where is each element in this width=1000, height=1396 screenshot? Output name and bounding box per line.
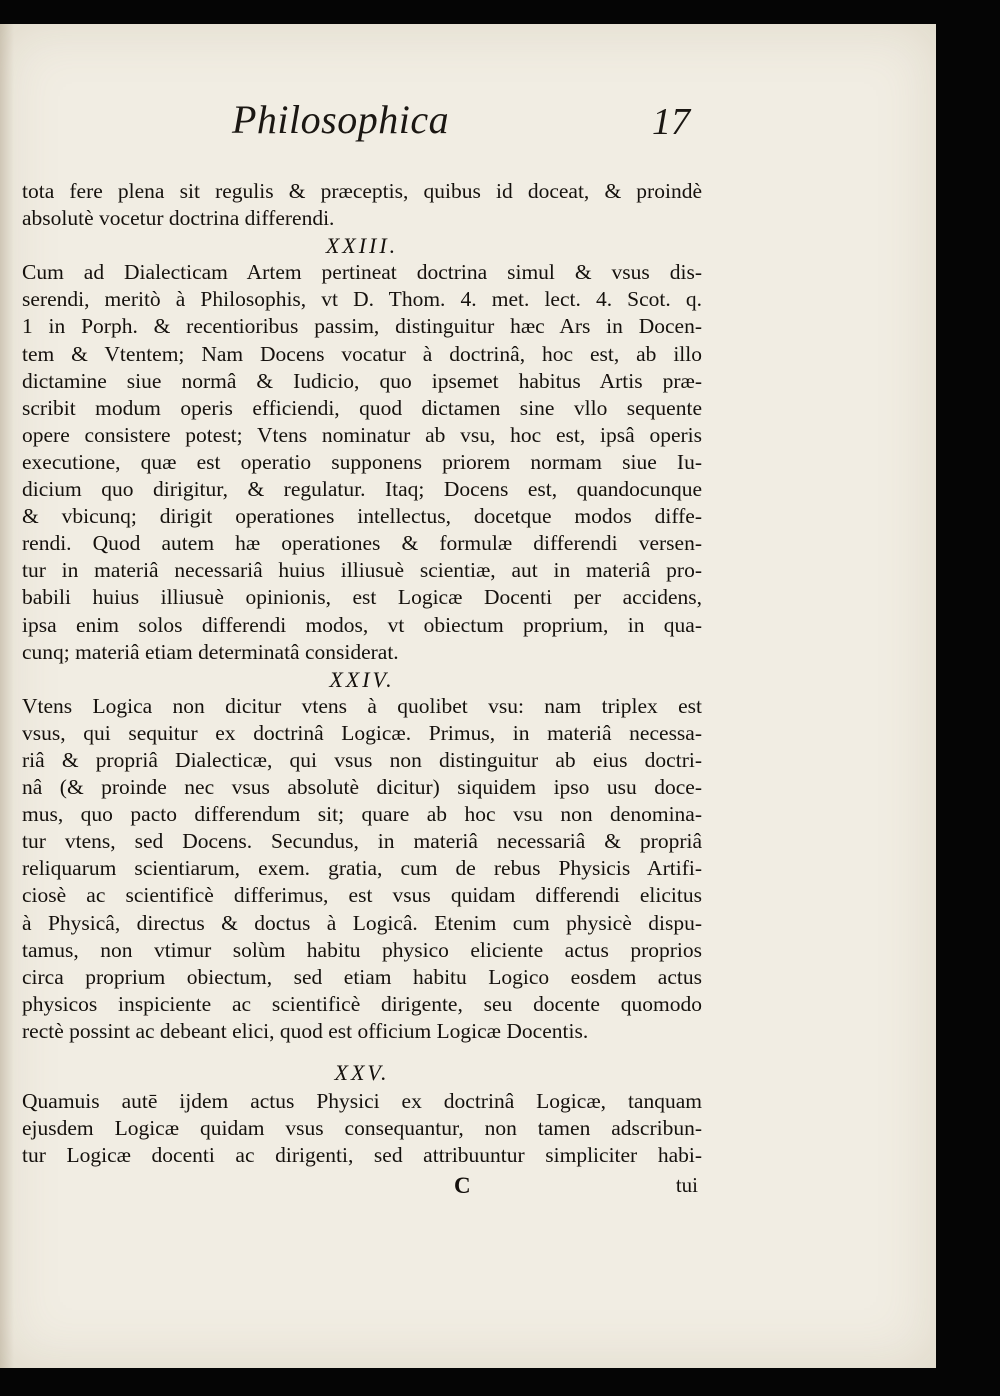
- text-line: ciosè ac scientificè differimus, est vsus quidam differendi elicitus: [22, 883, 702, 908]
- text-line: Vtens Logica non dicitur vtens à quolibet vsu: nam triplex est: [22, 693, 702, 718]
- text-line: Quamuis autē ijdem actus Physici ex doctrinâ Logicæ, tanquam: [22, 1089, 702, 1113]
- running-head: Philosophica: [232, 97, 450, 142]
- text-line: ipsa enim solos differendi modos, vt obiectum proprium, in qua-: [22, 612, 702, 637]
- signature-mark: C: [454, 1173, 471, 1199]
- page-footer: [22, 1171, 702, 1205]
- section-heading: XXIV.: [329, 666, 395, 692]
- page-header: [0, 96, 936, 156]
- text-line: tota fere plena sit regulis & præceptis, quibus id doceat, & proindè: [22, 179, 702, 203]
- text-line: Cum ad Dialecticam Artem pertineat doctrina simul & vsus dis-: [22, 260, 702, 285]
- text-line: mus, quo pacto differendum sit; quare ab hoc vsu non denomina-: [22, 802, 702, 827]
- text-line: opere consistere potest; Vtens nominatur ab vsu, hoc est, ipsâ operis: [22, 422, 702, 447]
- text-line: riâ & propriâ Dialecticæ, qui vsus non distinguitur ab eius doctri-: [22, 747, 702, 772]
- text-line: executione, quæ est operatio supponens priorem normam siue Iu-: [22, 449, 702, 474]
- text-line: tur vtens, sed Docens. Secundus, in materiâ necessariâ & propriâ: [22, 829, 702, 854]
- text-line: nâ (& proinde nec vsus absolutè dicitur) siquidem ipso usu doce-: [22, 775, 702, 800]
- text-line: dictamine siue normâ & Iudicio, quo ipsemet habitus Artis præ-: [22, 368, 702, 393]
- page-edge-shadow: [0, 24, 14, 1368]
- page-number: 17: [652, 101, 690, 143]
- text-line: physicos inspiciente ac scientificè dirigente, seu docente quomodo: [22, 991, 702, 1016]
- section-heading: XXV.: [334, 1060, 390, 1085]
- text-line: & vbicunq; dirigit operationes intellectus, docetque modos diffe-: [22, 504, 702, 529]
- text-line: serendi, meritò à Philosophis, vt D. Thom. 4. met. lect. 4. Scot. q.: [22, 287, 702, 312]
- section-heading: XXIII.: [325, 233, 399, 259]
- text-line: tamus, non vtimur solùm habitu physico eliciente actus proprios: [22, 937, 702, 962]
- text-line: ejusdem Logicæ quidam vsus consequantur, non tamen adscribun-: [22, 1116, 702, 1141]
- text-line: à Physicâ, directus & doctus à Logicâ. Etenim cum physicè dispu-: [22, 910, 702, 935]
- text-body: [22, 178, 702, 1205]
- book-page: [0, 24, 936, 1368]
- text-line: tur Logicæ docenti ac dirigenti, sed attribuuntur simpliciter habi-: [22, 1143, 702, 1168]
- text-line: tur in materiâ necessariâ huius illiusuè scientiæ, aut in materiâ pro-: [22, 558, 702, 583]
- text-line: tem & Vtentem; Nam Docens vocatur à doctrinâ, hoc est, ab illo: [22, 341, 702, 366]
- text-line: cunq; materiâ etiam determinatâ considerat.: [22, 639, 399, 664]
- text-line: reliquarum scientiarum, exem. gratia, cum de rebus Physicis Artifi-: [22, 856, 702, 881]
- text-line: vsus, qui sequitur ex doctrinâ Logicæ. Primus, in materiâ necessa-: [22, 720, 702, 745]
- text-line: babili huius illiusuè opinionis, est Logicæ Docenti per accidens,: [22, 585, 702, 610]
- text-line: circa proprium obiectum, sed etiam habitu Logico eosdem actus: [22, 964, 702, 989]
- text-line: rectè possint ac debeant elici, quod est officium Logicæ Docentis.: [22, 1018, 589, 1043]
- catchword: tui: [675, 1173, 698, 1198]
- text-line: absolutè vocetur doctrina differendi.: [22, 206, 335, 231]
- text-line: dicium quo dirigitur, & regulatur. Itaq; Docens est, quandocunque: [22, 477, 702, 502]
- text-line: scribit modum operis efficiendi, quod dictamen sine vllo sequente: [22, 395, 702, 420]
- text-line: 1 in Porph. & recentioribus passim, distinguitur hæc Ars in Docen-: [22, 314, 702, 339]
- text-line: rendi. Quod autem hæ operationes & formulæ differendi versen-: [22, 531, 702, 556]
